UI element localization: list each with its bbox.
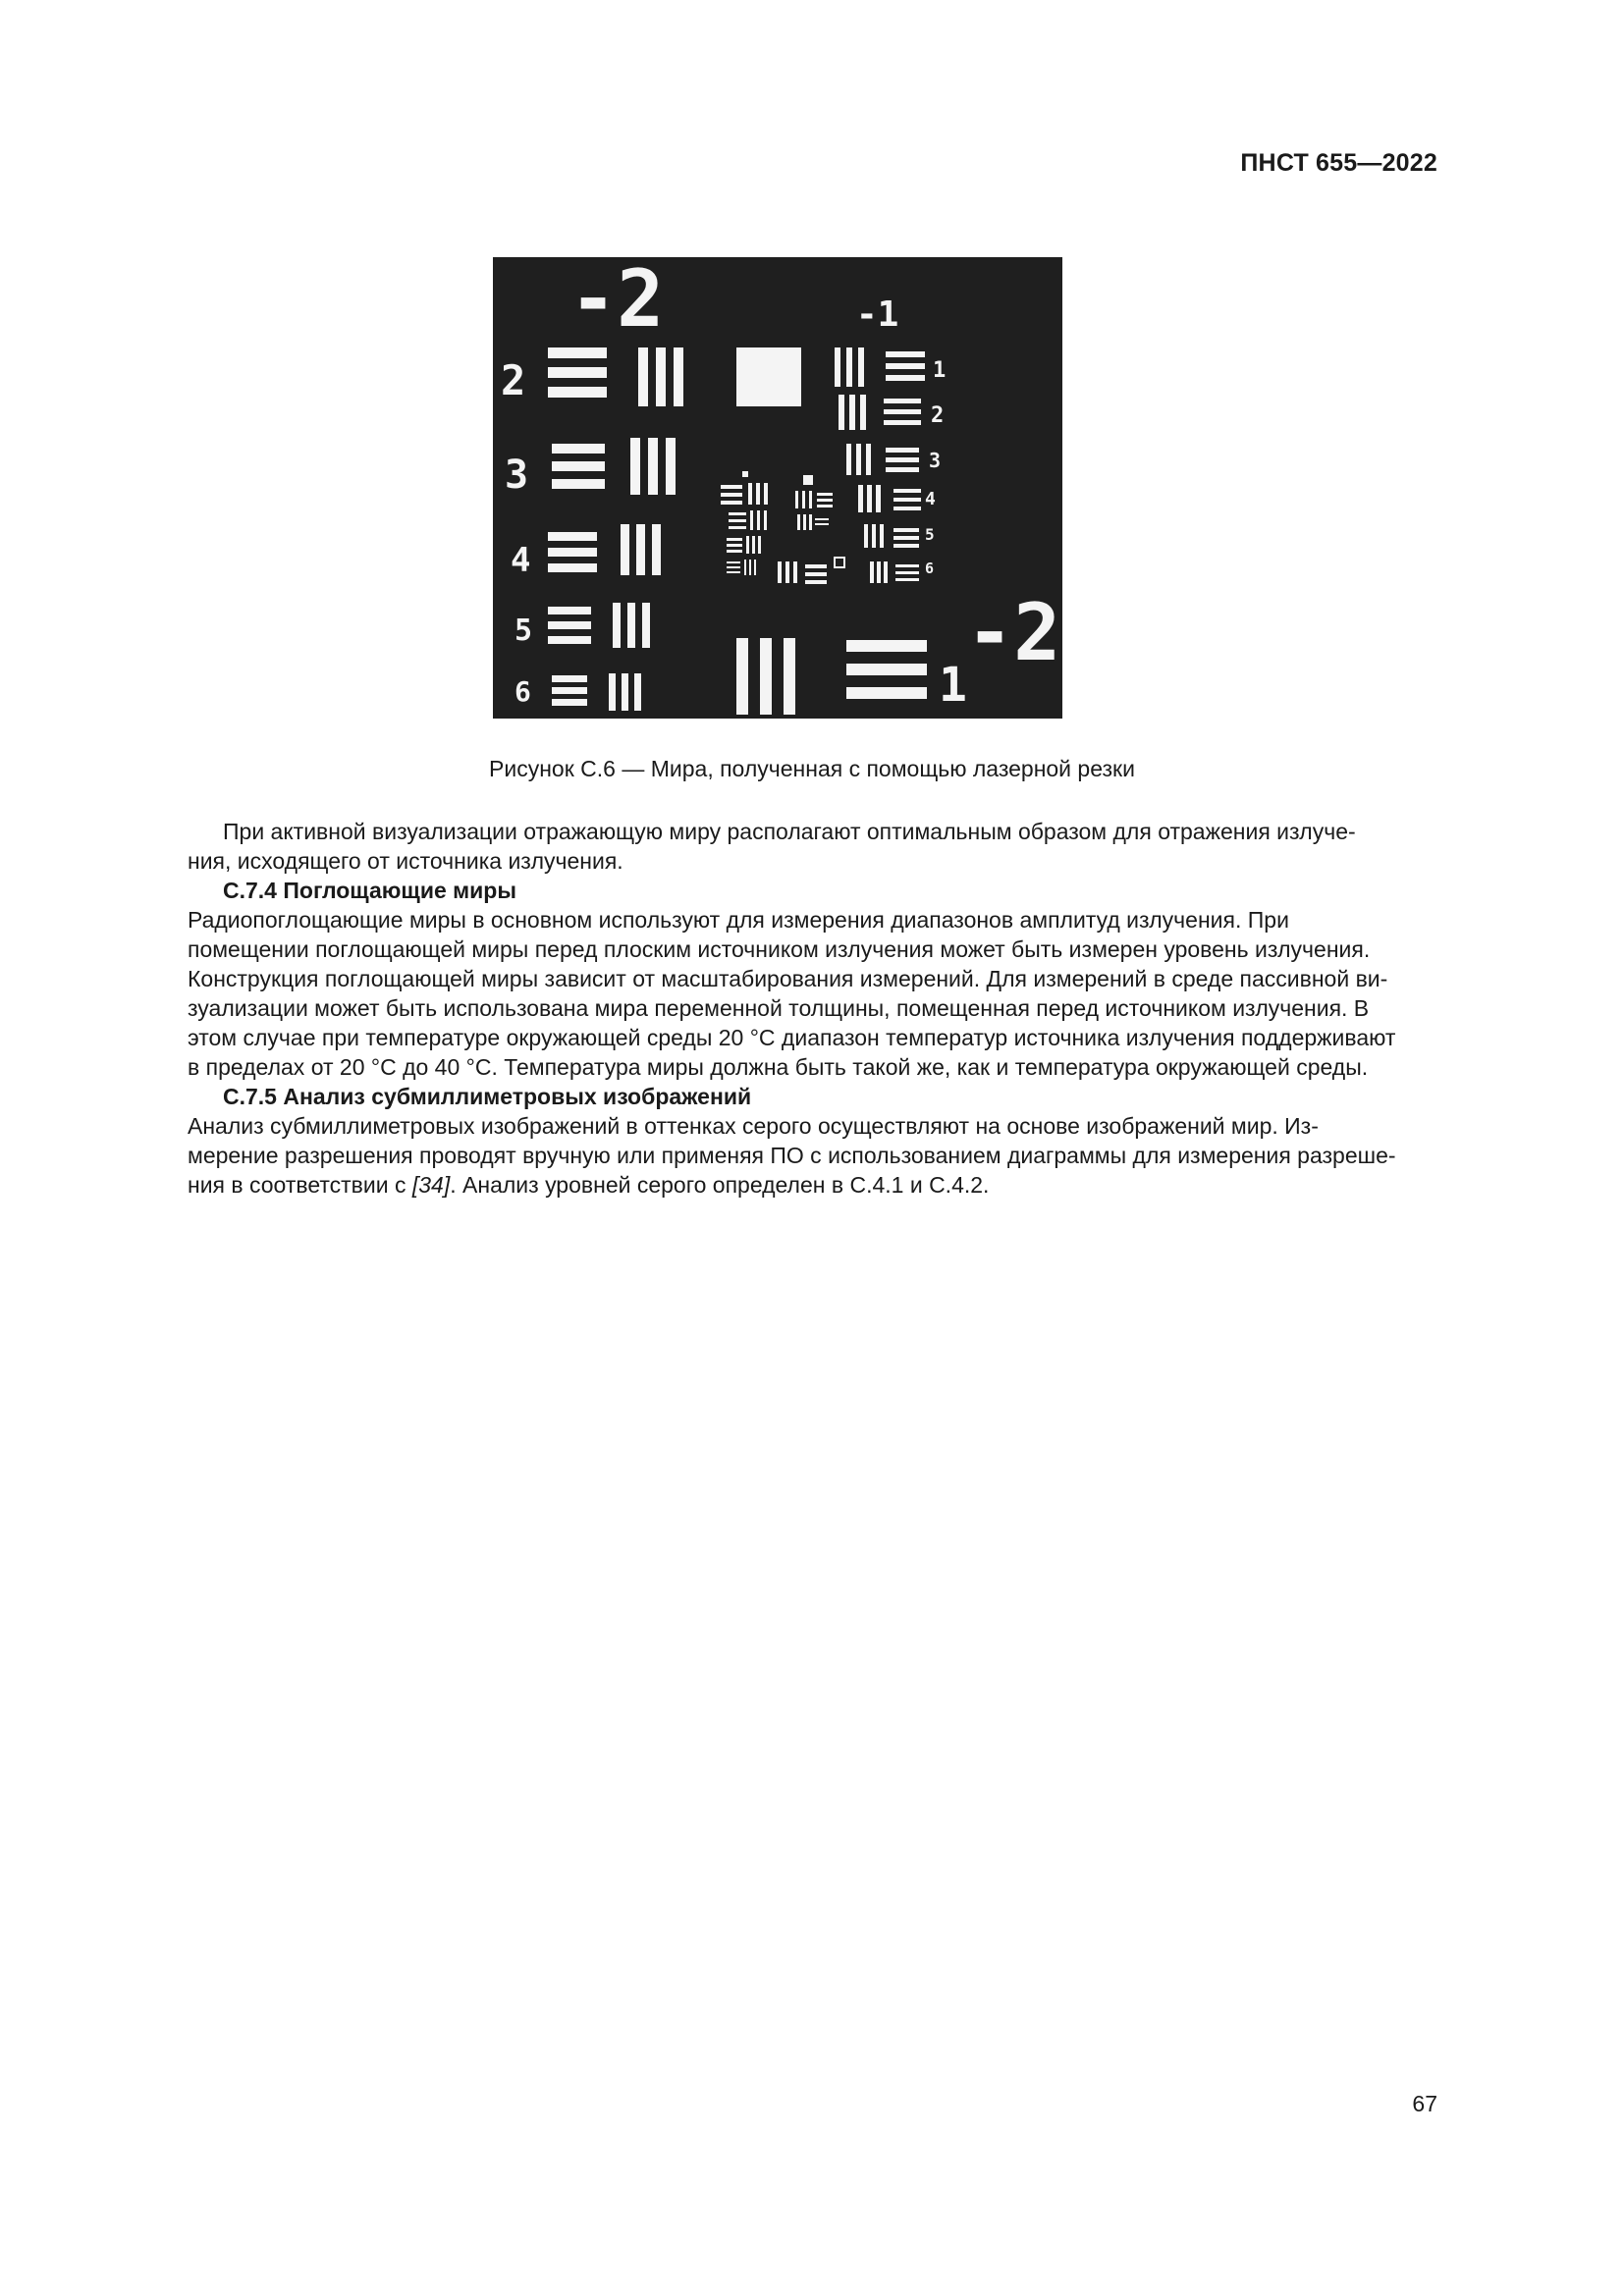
para2-line5: этом случае при температуре окружающей среды 20 °С диапазон температур источника излучения поддерживают (188, 1025, 1396, 1050)
label-right-2: 2 (931, 403, 945, 428)
paragraph-active-visualization (188, 817, 1438, 876)
label-element-6: 6 (514, 675, 531, 708)
usaf-target-image (493, 257, 1062, 719)
label-right-3: 3 (929, 449, 942, 472)
para2-line3: Конструкция поглощающей миры зависит от масштабирования измерений. Для измерений в среде пассивной ви- (188, 966, 1388, 991)
label-group-top-right: -1 (856, 294, 899, 335)
label-element-1-bottom: 1 (939, 658, 967, 713)
para3-line3-start: ния в соответствии с (188, 1172, 412, 1198)
label-right-4: 4 (925, 489, 936, 509)
label-right-1: 1 (933, 358, 947, 383)
para2-line1: Радиопоглощающие миры в основном используют для измерения диапазонов амплитуд излучения. При (188, 907, 1289, 933)
document-code: ПНСТ 655—2022 (1240, 149, 1437, 177)
para2-line6: в пределах от 20 °С до 40 °С. Температура миры должна быть такой же, как и температура окружающей среды. (188, 1054, 1369, 1080)
para1-line1: При активной визуализации отражающую миру располагают оптимальным образом для отражения излуче- (223, 819, 1356, 844)
label-right-5: 5 (925, 525, 935, 544)
reference-34: [34] (411, 1172, 451, 1198)
label-element-3: 3 (505, 453, 529, 498)
label-element-2: 2 (501, 356, 526, 404)
label-group-bottom-right: -2 (966, 587, 1061, 678)
heading-c75: С.7.5 Анализ субмиллиметровых изображений (223, 1084, 752, 1109)
para3-line2: мерение разрешения проводят вручную или применяя ПО с использованием диаграммы для измерения разреше- (188, 1143, 1396, 1168)
label-group-top-left: -2 (569, 257, 665, 345)
label-element-4: 4 (511, 541, 531, 580)
para1-line2: ния, исходящего от источника излучения. (188, 848, 623, 874)
resolution-target-figure (493, 257, 1062, 719)
figure-caption: Рисунок С.6 — Мира, полученная с помощью лазерной резки (489, 756, 1135, 781)
para3-line1: Анализ субмиллиметровых изображений в оттенках серого осуществляют на основе изображений мир. Из- (188, 1113, 1319, 1139)
para3-line3-end: . Анализ уровней серого определен в С.4.1 и С.4.2. (450, 1172, 990, 1198)
label-right-6: 6 (925, 560, 935, 577)
paragraph-submm-analysis (188, 1111, 1438, 1200)
document-body (188, 817, 1438, 1200)
paragraph-absorbing-targets (188, 905, 1438, 1082)
para2-line4: зуализации может быть использована мира переменной толщины, помещенная перед источником излучения. В (188, 995, 1370, 1021)
para3-line3 (188, 1170, 1438, 1200)
heading-c74: С.7.4 Поглощающие миры (223, 878, 516, 903)
label-element-5: 5 (514, 614, 533, 648)
page-number: 67 (1412, 2091, 1437, 2116)
para2-line2: помещении поглощающей миры перед плоским источником излучения может быть измерен уровень излучения. (188, 936, 1371, 962)
